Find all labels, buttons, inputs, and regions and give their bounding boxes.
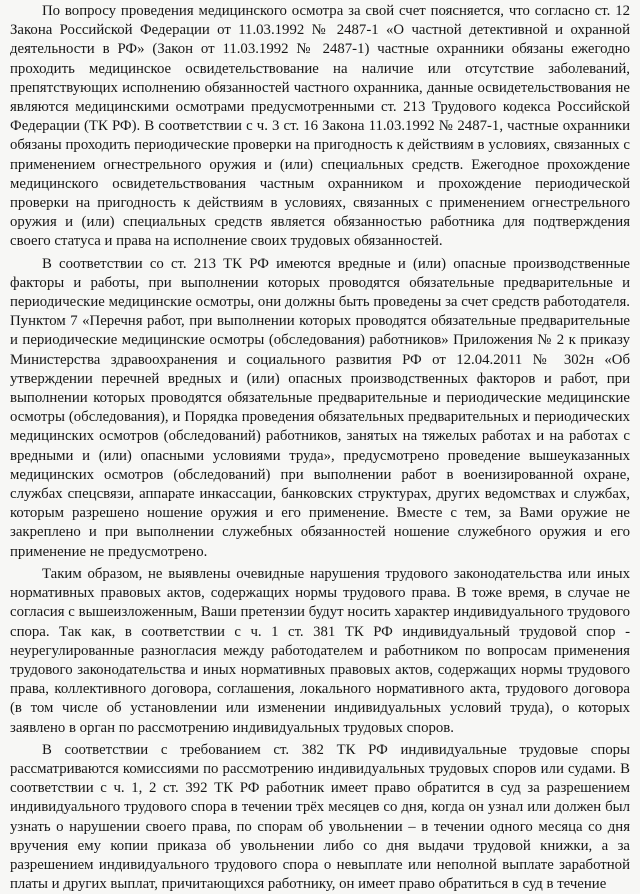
paragraph-article-213: В соответствии со ст. 213 ТК РФ имеются вредные и (или) опасные производственные факторы и работы, при выполнении которых проводятся обязательные предварительные и периодические медицинские осмотры, они должны быть проведены за счет средств работодателя. Пунктом 7 «Перечня работ, при выполнении которых проводятся обязательные предварительные и периодические медицинские осмотры (обследования) работников» Приложения № 2 к приказу Министерства здравоохранения и социального развития РФ от 12.04.2011 № 302н «Об утверждении перечней вредных и (или) опасных производственных факторов и работ, при выполнении которых проводятся обязательные предварительные и периодические медицинские осмотры (обследования), и Порядка проведения обязательных предварительных и периодических медицинских осмотров (обследований) работников, занятых на тяжелых работах и на работах с вредными и (или) опасными условиями труда», предусмотрено проведение вышеуказанных медицинских осмотров (обследований) при выполнении работ в военизированной охране, службах спецсвязи, аппарате инкассации, банковских структурах, других ведомствах и службах, которым разрешено ношение оружия и его применение. Вместе с тем, за Вами оружие не закреплено и при выполнении служебных обязанностей ношение служебного оружия и его применение не предусмотрено. — [10, 255, 630, 560]
paragraph-labor-dispute: Таким образом, не выявлены очевидные нарушения трудового законодательства или иных нормативных правовых актов, содержащих нормы трудового права. В тоже время, в случае не согласия с вышеизложенным, Ваши претензии будут носить характер индивидуального трудового спора. Так как, в соответствии с ч. 1 ст. 381 ТК РФ индивидуальный трудовой спор - неурегулированные разногласия между работодателем и работником по вопросам применения трудового законодательства и иных нормативных правовых актов, содержащих нормы трудового права, коллективного договора, соглашения, локального нормативного акта, трудового договора (в том числе об установлении или изменении индивидуальных условий труда), о которых заявлено в орган по рассмотрению индивидуальных трудовых споров. — [10, 565, 630, 736]
paragraph-medical-examination: По вопросу проведения медицинского осмотра за свой счет поясняется, что согласно ст. 12 Закона Российской Федерации от 11.03.1992 № 2487-1 «О частной детективной и охранной деятельности в РФ» (Закон от 11.03.1992 № 2487-1) частные охранники обязаны ежегодно проходить медицинское освидетельствование на наличие или отсутствие заболеваний, препятствующих исполнению обязанностей частного охранника, данные освидетельствования не являются медицинскими осмотрами предусмотренными ст. 213 Трудового кодекса Российской Федерации (ТК РФ). В соответствии с ч. 3 ст. 16 Закона 11.03.1992 № 2487-1, частные охранники обязаны проходить периодические проверки на пригодность к действиям в условиях, связанных с применением огнестрельного оружия и (или) специальных средств. Ежегодное прохождение медицинского освидетельствования частным охранником и прохождение периодической проверки на пригодность к действиям в условиях, связанных с применением огнестрельного оружия и (или) специальных средств является обязанностью работника для подтверждения своего статуса и права на исполнение своих трудовых обязанностей. — [10, 3, 630, 250]
paragraph-article-382: В соответствии с требованием ст. 382 ТК РФ индивидуальные трудовые споры рассматриваются комиссиями по рассмотрению индивидуальных трудовых споров или судами. В соответствии с ч. 1, 2 ст. 392 ТК РФ работник имеет право обратится в суд за разрешением индивидуального трудового спора в течении трёх месяцев со дня, когда он узнал или должен был узнать о нарушении своего права, по спорам об увольнении – в течении одного месяца со дня вручения ему копии приказа об увольнении либо со дня выдачи трудовой книжки, а за разрешением индивидуального трудового спора о невыплате или неполной выплате заработной платы и других выплат, причитающихся работнику, он имеет право обратиться в суд в течение — [10, 741, 630, 893]
